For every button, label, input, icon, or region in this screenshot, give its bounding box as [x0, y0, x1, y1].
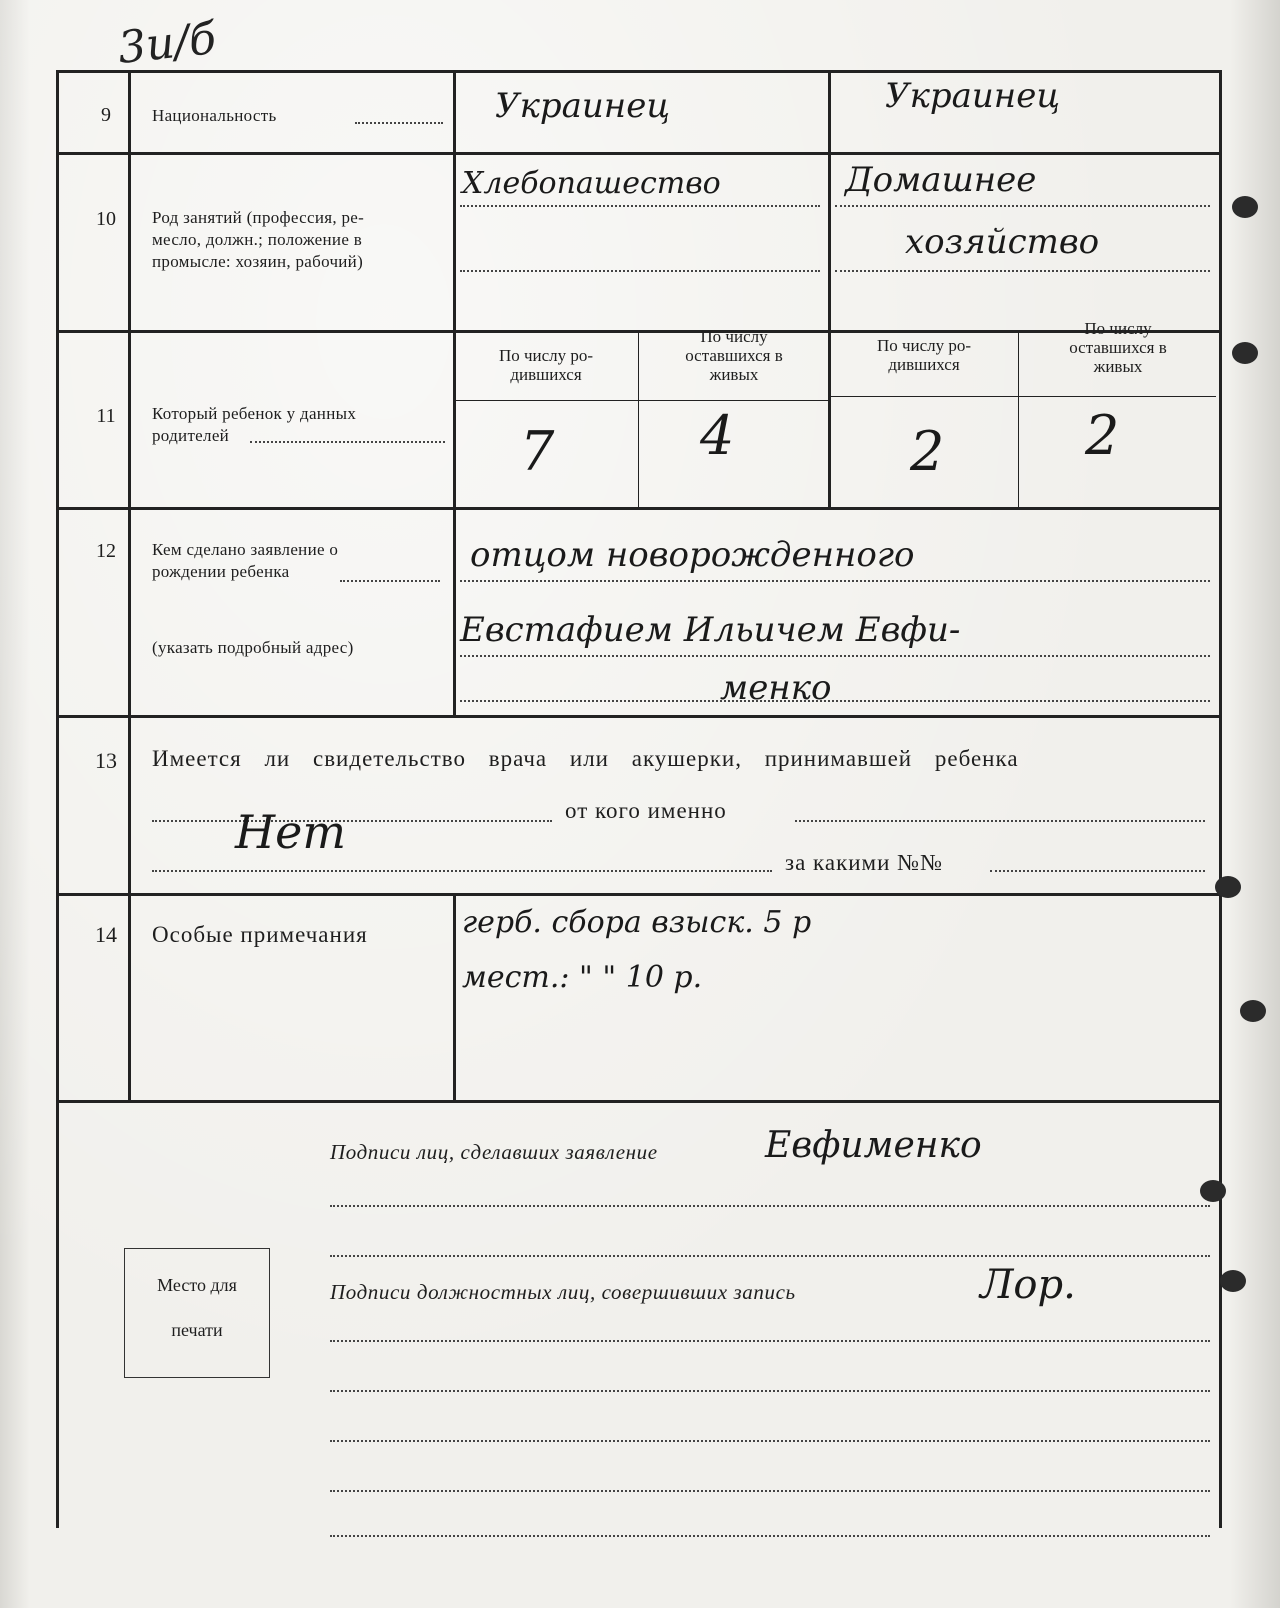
answer-line [835, 270, 1210, 272]
stamp-text: печати [171, 1320, 223, 1340]
header-born-father [456, 346, 636, 384]
header-text: оставшихся в [685, 346, 783, 365]
row-label-line: Род занятий (профессия, ре- [152, 208, 365, 227]
leader-dots [250, 441, 445, 443]
certificate-answer: Нет [235, 805, 346, 859]
row-label-line: Кем сделано заявление о [152, 540, 339, 559]
header-alive-father [641, 327, 827, 384]
answer-line [460, 580, 1210, 582]
occupation-father: Хлебопашество [462, 166, 721, 201]
row-label: Национальность [152, 106, 277, 125]
signature-line [330, 1205, 1210, 1207]
row-number: 12 [96, 540, 116, 562]
row-label-line: родителей [152, 426, 230, 445]
answer-line [152, 820, 552, 822]
applicants-signature-label: Подписи лиц, сделавших заявление [330, 1140, 658, 1164]
row-label: Особые примечания [152, 922, 368, 947]
signature-line [330, 1255, 1210, 1257]
signature-line [330, 1440, 1210, 1442]
row-label-line: рождении ребенка [152, 562, 290, 581]
header-text: По числу ро- [876, 336, 972, 355]
born-count-father: 7 [520, 420, 555, 483]
row-number: 13 [95, 748, 117, 773]
officials-signature: Лор. [980, 1262, 1076, 1308]
occupation-mother-1: Домашнее [845, 160, 1037, 200]
binding-hole-mark [1220, 1270, 1246, 1292]
header-text: По числу ро- [498, 346, 594, 365]
row-divider [56, 152, 1219, 155]
numbers-label: за какими №№ [785, 850, 944, 875]
answer-line [152, 870, 772, 872]
answer-line [460, 655, 1210, 657]
occupation-mother-2: хозяйство [905, 222, 1100, 262]
nationality-father: Украинец [495, 86, 671, 126]
label-column-divider [453, 70, 456, 715]
header-born-mother [831, 336, 1017, 374]
binding-hole-mark [1232, 342, 1258, 364]
signature-line [330, 1340, 1210, 1342]
answer-line [460, 700, 1210, 702]
alive-count-father: 4 [700, 404, 735, 467]
leader-dots [355, 122, 443, 124]
born-count-mother: 2 [910, 420, 945, 483]
header-text: дившихся [888, 355, 960, 374]
applicant-line-2: Евстафием Ильичем Евфи- [460, 610, 961, 650]
row-label: Имеется ли свидетельство врача или акушерки, принимавшей ребенка [152, 746, 1019, 771]
leader-dots [340, 580, 440, 582]
header-text: живых [709, 365, 759, 384]
row-number: 11 [96, 405, 116, 427]
nationality-mother: Украинец [885, 76, 1061, 116]
answer-line [795, 820, 1205, 822]
remarks-line-1: герб. сбора взыск. 5 р [462, 905, 812, 940]
row-divider [56, 1100, 1219, 1103]
alive-count-mother: 2 [1085, 404, 1120, 467]
subcol-divider-mother [1018, 332, 1019, 507]
subheader-divider [830, 396, 1216, 397]
row-label-line: месло, должн.; положение в [152, 230, 363, 249]
row-number: 9 [101, 104, 111, 126]
row-number: 14 [95, 922, 117, 947]
subcol-divider-father [638, 332, 639, 507]
stamp-text: Место для [157, 1275, 237, 1295]
signature-line [330, 1490, 1210, 1492]
header-text: дившихся [510, 365, 582, 384]
remarks-line-2: мест.: " " 10 р. [462, 960, 703, 995]
binding-hole-mark [1240, 1000, 1266, 1022]
row-label-line: (указать подробный адрес) [152, 638, 354, 657]
header-text: живых [1093, 357, 1143, 376]
header-text: оставшихся в [1069, 338, 1167, 357]
signature-line [330, 1535, 1210, 1537]
answer-line [990, 870, 1205, 872]
row-number: 10 [96, 208, 116, 230]
binding-hole-mark [1215, 876, 1241, 898]
signature-line [330, 1390, 1210, 1392]
from-whom-label: от кого именно [565, 798, 727, 823]
header-alive-mother [1021, 319, 1215, 376]
binding-hole-mark [1232, 196, 1258, 218]
header-text: По числу [1084, 319, 1152, 338]
answer-line [460, 205, 820, 207]
archive-number: 3и/б [115, 13, 219, 74]
officials-signature-label: Подписи должностных лиц, совершивших запись [330, 1280, 796, 1304]
answer-line [460, 270, 820, 272]
row-divider [56, 507, 1219, 510]
row-label-line: промысле: хозяин, рабочий) [152, 252, 364, 271]
row-divider [56, 715, 1219, 718]
applicant-line-1: отцом новорожденного [470, 535, 915, 575]
binding-hole-mark [1200, 1180, 1226, 1202]
answer-line [835, 205, 1210, 207]
subheader-divider [455, 400, 828, 401]
header-text: По числу [700, 327, 768, 346]
label-column-divider-14 [453, 893, 456, 1100]
applicants-signature: Евфименко [765, 1125, 982, 1166]
row-divider [56, 893, 1219, 896]
parents-column-divider [828, 70, 831, 507]
applicant-line-3: менко [720, 668, 832, 708]
stamp-placeholder [124, 1248, 270, 1378]
row-label-line: Который ребенок у данных [152, 404, 357, 423]
